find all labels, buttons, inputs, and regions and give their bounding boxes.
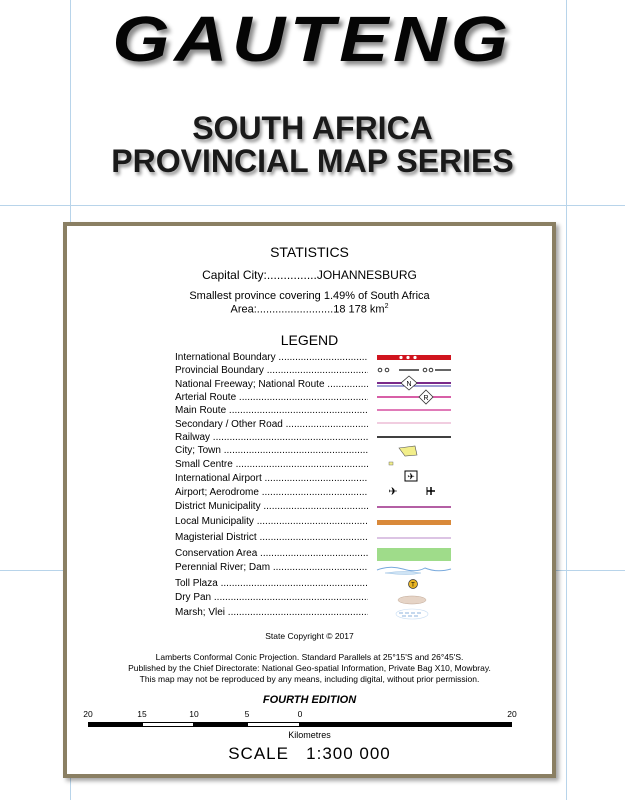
grid-line <box>0 205 625 206</box>
page-title: GAUTENG <box>112 3 513 75</box>
legend-label: Main Route ..... <box>175 405 368 417</box>
dam-symbol <box>385 572 421 575</box>
boundary-ring <box>385 368 389 372</box>
legend-label: Marsh; Vlei ..... <box>175 607 368 619</box>
legend-label: Secondary / Other Road ..... <box>175 419 368 431</box>
legend-label: Provincial Boundary ..... <box>175 365 368 377</box>
legend-label: District Municipality ..... <box>175 501 368 513</box>
legend-label: National Freeway; National Route ..... <box>175 379 368 391</box>
boundary-ring <box>378 368 382 372</box>
scale-segment <box>300 722 512 727</box>
province-size: Smallest province covering 1.49% of South Africa <box>189 290 430 302</box>
scale-tick-label: 20 <box>83 709 93 719</box>
boundary-ring <box>429 368 433 372</box>
legend-symbols <box>375 350 455 620</box>
river-symbol <box>377 567 451 571</box>
boundary-dot <box>399 356 402 359</box>
legend-heading: LEGEND <box>280 332 339 348</box>
info-panel <box>63 222 556 778</box>
scale-segment <box>142 722 194 727</box>
legend-label: Airport; Aerodrome ..... <box>175 487 368 499</box>
area-unit-superscript: 2 <box>384 303 389 310</box>
conservation-area-symbol <box>377 548 451 561</box>
legend-label: City; Town ..... <box>175 445 368 457</box>
legend-label: International Airport ..... <box>175 473 368 485</box>
marsh-outline <box>396 609 428 619</box>
shield-r-text: R <box>423 395 429 402</box>
legend-label: Local Municipality ..... <box>175 516 368 528</box>
statistics-heading: STATISTICS <box>270 244 349 260</box>
scale-unit: Kilometres <box>288 730 331 740</box>
scale-tick-label: 10 <box>189 709 199 719</box>
dry-pan-symbol <box>398 596 426 604</box>
legend-label: Dry Pan ..... <box>175 592 368 604</box>
legend-label: International Boundary ..... <box>175 352 368 364</box>
scale-tick-label: 0 <box>297 709 303 719</box>
boundary-dot <box>406 356 409 359</box>
area-text: Area:.........................18 178 km <box>230 303 385 316</box>
scale-segment <box>247 722 300 727</box>
projection-note: Lamberts Conformal Conic Projection. Standard Parallels at 25°15'S and 26°45'S. <box>155 652 464 662</box>
legend-label: Toll Plaza ..... <box>175 578 368 590</box>
boundary-ring <box>423 368 427 372</box>
subtitle-series: PROVINCIAL MAP SERIES <box>111 143 514 179</box>
boundary-dot <box>413 356 416 359</box>
shield-n-text: N <box>406 381 412 388</box>
subtitle-country: SOUTH AFRICA <box>192 110 433 146</box>
airport-icon: ✈ <box>388 486 398 498</box>
scale-ratio: SCALE 1:300 000 <box>228 744 391 763</box>
toll-glyph: T <box>411 582 415 589</box>
copyright: State Copyright © 2017 <box>265 631 354 641</box>
scale-tick-label: 15 <box>137 709 147 719</box>
province-area <box>67 303 552 316</box>
rights-note: This map may not be reproduced by any means, including digital, without prior permission. <box>139 674 480 684</box>
legend-label: Small Centre ..... <box>175 459 368 471</box>
publisher-note: Published by the Chief Directorate: National Geo-spatial Information, Private Bag X10, Mowbray. <box>128 663 491 673</box>
capital-city: Capital City:...............JOHANNESBURG <box>202 268 417 282</box>
local-municipality-symbol <box>377 520 451 525</box>
legend-label: Perennial River; Dam ..... <box>175 562 368 574</box>
scale-tick-label: 5 <box>244 709 250 719</box>
edition-label: FOURTH EDITION <box>262 694 357 706</box>
small-centre-symbol <box>389 462 393 465</box>
marsh-symbol <box>399 613 421 616</box>
town-symbol <box>399 446 417 456</box>
legend-label: Conservation Area ..... <box>175 548 368 560</box>
legend-label: Magisterial District ..... <box>175 532 368 544</box>
airplane-glyph: ✈ <box>407 471 415 482</box>
scale-segment <box>88 722 142 727</box>
legend-label: Railway ..... <box>175 432 368 444</box>
legend-label: Arterial Route ..... <box>175 392 368 404</box>
scale-tick-label: 20 <box>507 709 517 719</box>
scale-segment <box>194 722 247 727</box>
